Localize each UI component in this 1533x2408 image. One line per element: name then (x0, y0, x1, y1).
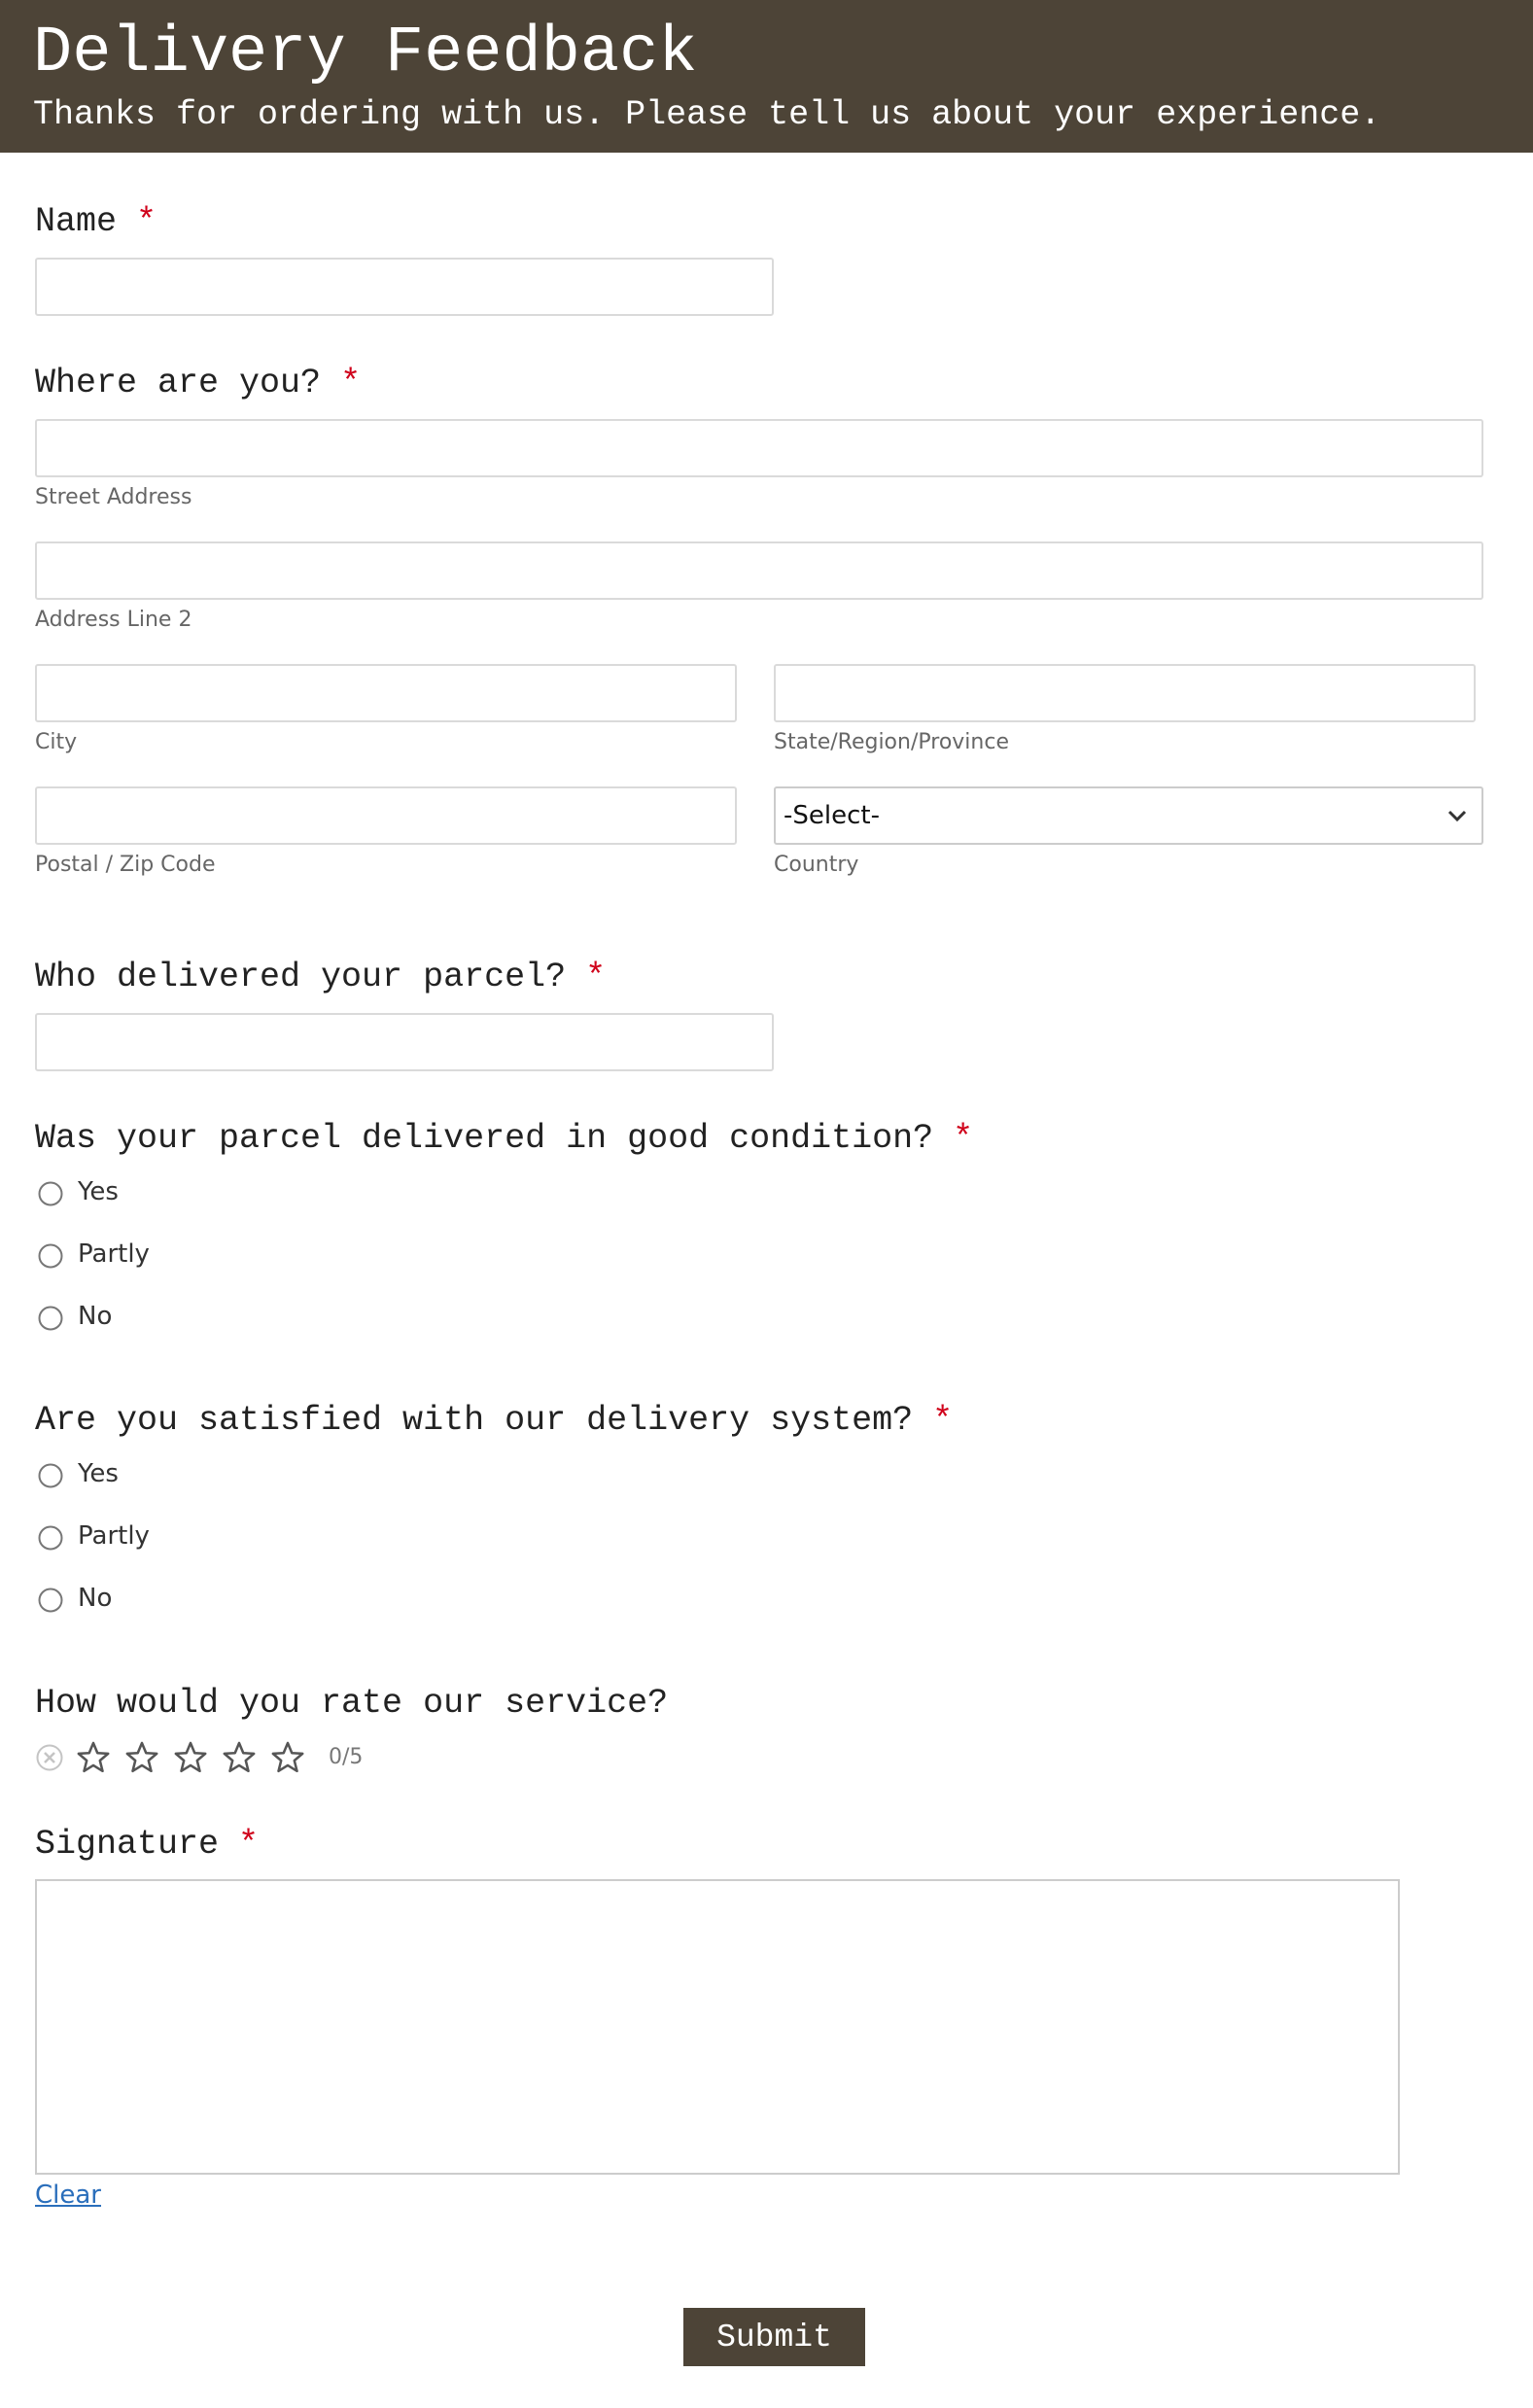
star-icon[interactable] (172, 1739, 209, 1776)
condition-partly-radio[interactable] (37, 1242, 64, 1270)
rating-label: How would you rate our service? (35, 1684, 669, 1723)
required-marker: * (932, 1401, 954, 1440)
name-label: Name * (35, 202, 157, 241)
condition-option-partly[interactable]: Partly (78, 1239, 150, 1269)
condition-yes-radio[interactable] (37, 1180, 64, 1207)
state-input[interactable] (774, 664, 1476, 722)
postal-code-sublabel: Postal / Zip Code (35, 853, 216, 877)
satisfaction-partly-radio[interactable] (37, 1524, 64, 1552)
condition-label: Was your parcel delivered in good condition? * (35, 1119, 974, 1158)
condition-option-no[interactable]: No (78, 1302, 113, 1331)
signature-pad[interactable] (35, 1879, 1400, 2175)
street-address-sublabel: Street Address (35, 485, 192, 509)
page-title: Delivery Feedback (33, 17, 698, 90)
required-marker: * (340, 364, 362, 402)
satisfaction-option-partly[interactable]: Partly (78, 1521, 150, 1551)
courier-label: Who delivered your parcel? * (35, 958, 607, 996)
postal-code-input[interactable] (35, 786, 737, 845)
address-label: Where are you? * (35, 364, 362, 402)
state-sublabel: State/Region/Province (774, 730, 1009, 754)
address-line2-sublabel: Address Line 2 (35, 608, 192, 632)
country-select[interactable] (774, 786, 1483, 845)
satisfaction-no-radio[interactable] (37, 1587, 64, 1614)
rating-count: 0/5 (329, 1745, 364, 1769)
condition-option-yes[interactable]: Yes (78, 1177, 119, 1206)
satisfaction-yes-radio[interactable] (37, 1462, 64, 1489)
star-icon[interactable] (123, 1739, 160, 1776)
satisfaction-option-yes[interactable]: Yes (78, 1459, 119, 1488)
cancel-icon[interactable] (35, 1743, 64, 1772)
courier-input[interactable] (35, 1013, 774, 1071)
star-icon[interactable] (269, 1739, 306, 1776)
page-subtitle: Thanks for ordering with us. Please tell us about your experience. (33, 95, 1381, 134)
chevron-down-icon (1445, 804, 1470, 827)
street-address-input[interactable] (35, 419, 1483, 477)
required-marker: * (238, 1825, 260, 1864)
required-marker: * (953, 1119, 974, 1158)
submit-button[interactable]: Submit (683, 2308, 865, 2366)
star-icon[interactable] (221, 1739, 258, 1776)
country-sublabel: Country (774, 853, 859, 877)
required-marker: * (136, 202, 157, 241)
city-sublabel: City (35, 730, 78, 754)
condition-no-radio[interactable] (37, 1305, 64, 1332)
name-input[interactable] (35, 258, 774, 316)
form-header (0, 0, 1533, 153)
satisfaction-option-no[interactable]: No (78, 1584, 113, 1613)
star-icon[interactable] (75, 1739, 112, 1776)
city-input[interactable] (35, 664, 737, 722)
country-selected-value: -Select- (784, 801, 880, 830)
satisfaction-label: Are you satisfied with our delivery system? * (35, 1401, 954, 1440)
signature-label: Signature * (35, 1825, 260, 1864)
signature-clear-link[interactable]: Clear (35, 2181, 101, 2210)
address-line2-input[interactable] (35, 541, 1483, 600)
required-marker: * (585, 958, 607, 996)
